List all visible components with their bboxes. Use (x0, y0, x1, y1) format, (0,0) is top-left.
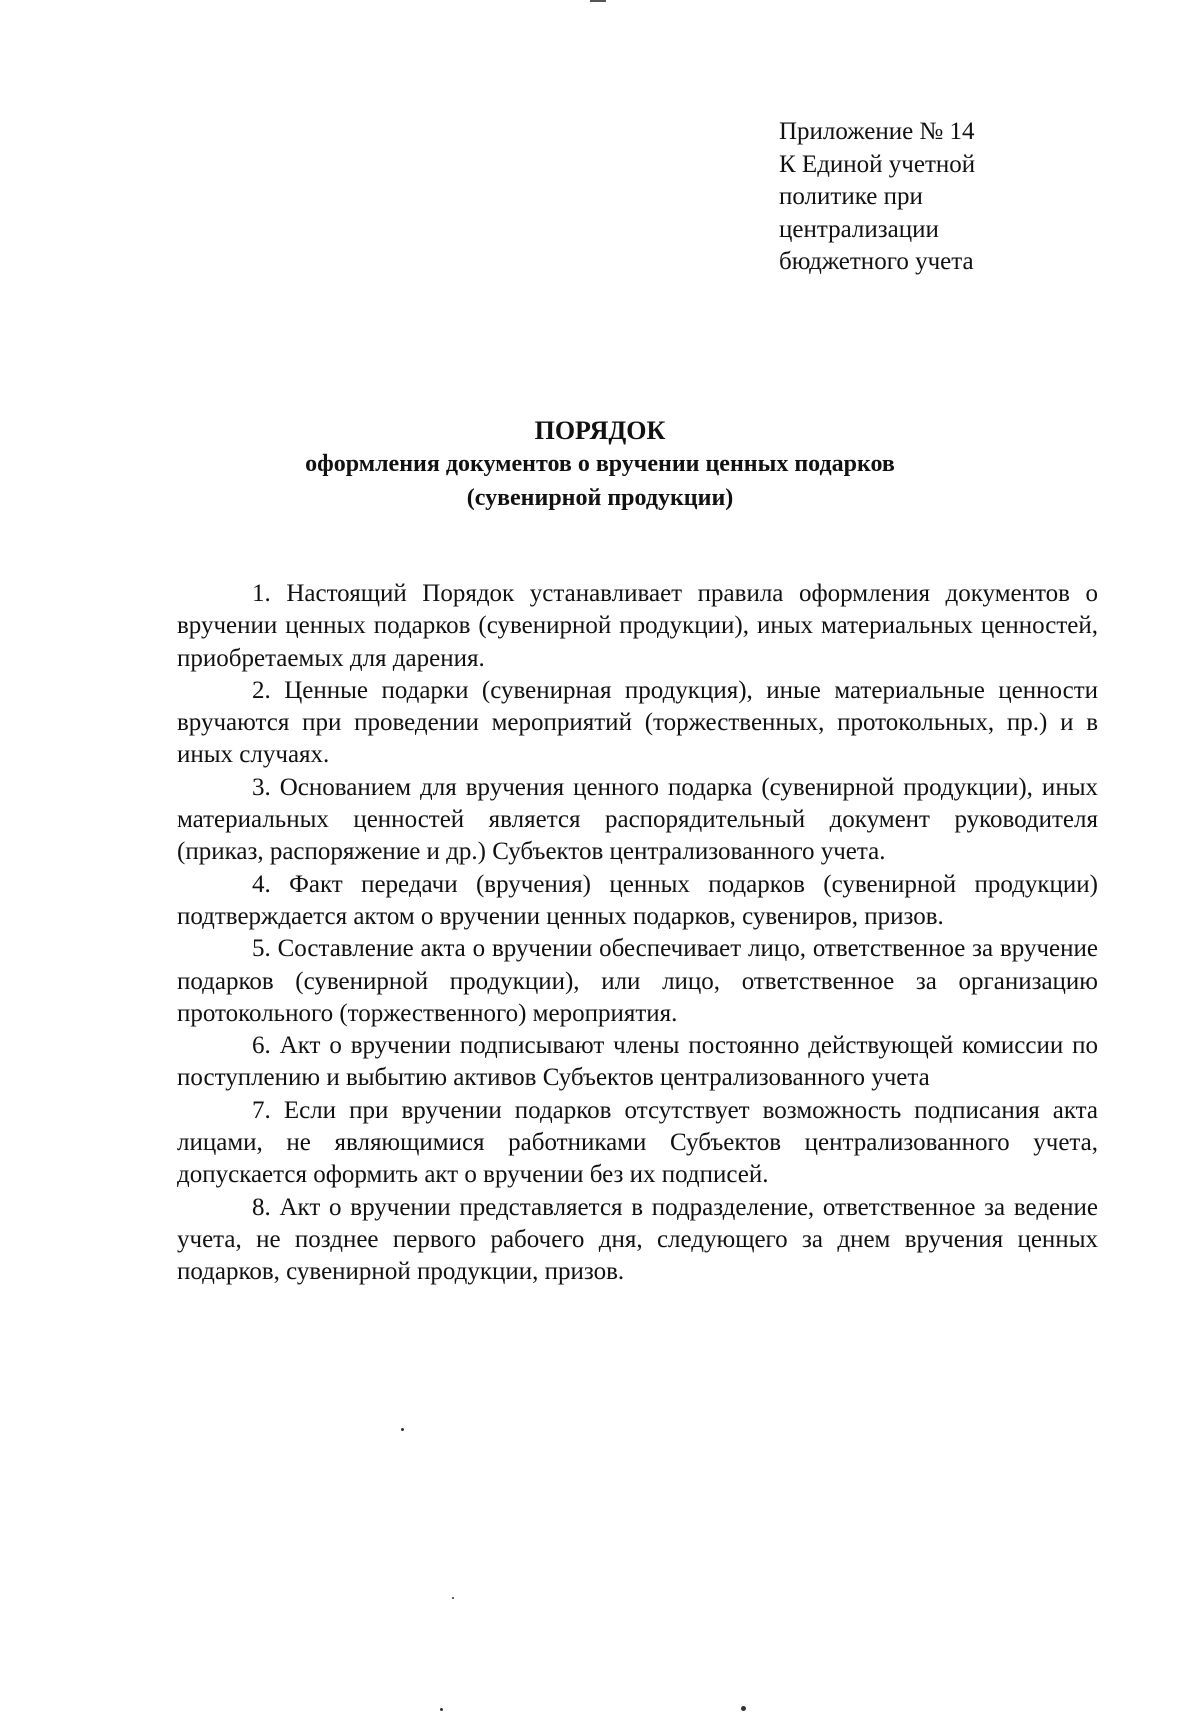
scan-speck (452, 1597, 454, 1599)
document-heading (0, 414, 1200, 515)
paragraph-4: 4. Факт передачи (вручения) ценных подарков (сувенирной продукции) подтверждается актом о вручении ценных подарков, сувениров, призов. (177, 870, 1098, 930)
document-body (177, 578, 1098, 1289)
appendix-line: К Единой учетной (779, 150, 976, 178)
scan-speck (401, 1428, 404, 1431)
scan-speck (440, 1708, 443, 1711)
paragraph-3: 3. Основанием для вручения ценного подарка (сувенирной продукции), иных материальных ценностей является распорядительный документ руководителя (приказ, распоряжение и др.) Субъектов централизованного учета. (177, 773, 1098, 866)
paragraph-6: 6. Акт о вручении подписывают члены постоянно действующей комиссии по поступлению и выбытию активов Субъектов централизованного учета (177, 1032, 1098, 1092)
document-title: ПОРЯДОК (534, 416, 666, 445)
appendix-line: централизации (779, 215, 939, 243)
appendix-line: Приложение № 14 (779, 118, 975, 145)
paragraph-8: 8. Акт о вручении представляется в подразделение, ответственное за ведение учета, не позднее первого рабочего дня, следующего за днем вручения ценных подарков, сувенирной продукции, призов. (177, 1193, 1098, 1286)
scan-artifact-mark (590, 0, 606, 6)
document-subtitle-line1: оформления документов о вручении ценных подарков (305, 451, 895, 477)
document-subtitle-line2: (сувенирной продукции) (466, 485, 734, 511)
paragraph-1: 1. Настоящий Порядок устанавливает правила оформления документов о вручении ценных подарков (сувенирной продукции), иных материальных ценностей, приобретаемых для дарения. (177, 580, 1098, 672)
paragraph-5: 5. Составление акта о вручении обеспечивает лицо, ответственное за вручение подарков (сувенирной продукции), или лицо, ответственное за организацию протокольного (торжественного) мероприятия. (177, 935, 1098, 1027)
scan-speck (741, 1706, 746, 1711)
appendix-note (779, 116, 975, 279)
paragraph-7: 7. Если при вручении подарков отсутствует возможность подписания акта лицами, не являющимися работниками Субъектов централизованного учета, допускается оформить акт о вручении без их подписей. (177, 1096, 1098, 1189)
paragraph-2: 2. Ценные подарки (сувенирная продукция), иные материальные ценности вручаются при проведении мероприятий (торжественных, протокольных, пр.) и в иных случаях. (177, 676, 1098, 769)
appendix-line: политике при (779, 183, 923, 210)
appendix-line: бюджетного учета (779, 248, 974, 275)
